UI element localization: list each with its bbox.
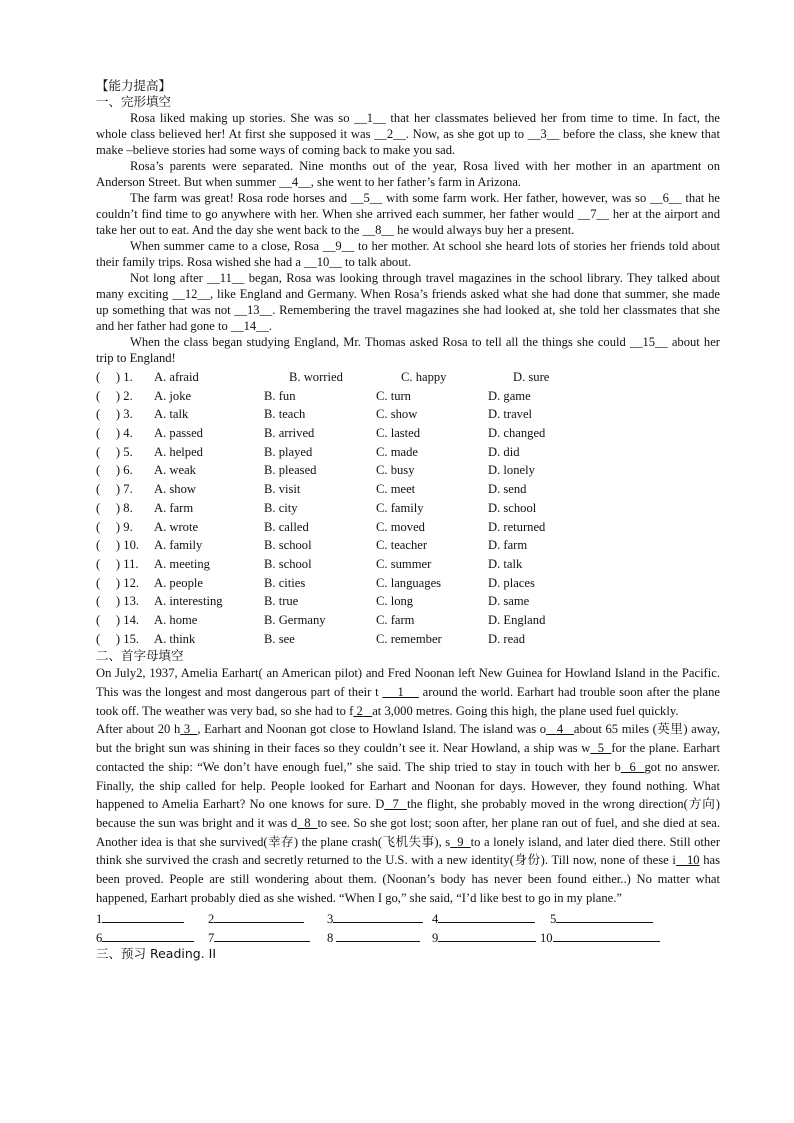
- option-a: A. interesting: [154, 594, 223, 609]
- option-d: D. lonely: [488, 463, 535, 478]
- section-title: 【能力提高】: [96, 78, 172, 93]
- blank-number: 5: [597, 741, 605, 756]
- answer-blank[interactable]: ( ) 3.: [96, 407, 133, 422]
- part3-heading: 三、预习 Reading. II: [96, 946, 217, 962]
- initial-letter-paragraph: On July2, 1937, Amelia Earhart( an American pilot) and Fred Noonan left New Guinea for Howland Island in the Pacific. This was the longest and most dangerous part of their t 1 around the world. Earhart had trouble soon after the plane took off. The weather was very bad, so she had to f 2 at 3,000 metres. Going this high, the plane used fuel quickly.: [96, 666, 720, 718]
- answer-field[interactable]: 1: [96, 909, 208, 928]
- option-d: D. farm: [488, 538, 528, 553]
- option-b: B. called: [264, 519, 309, 534]
- option-a: A. people: [154, 575, 203, 590]
- option-a: A. think: [154, 631, 196, 646]
- answer-blank[interactable]: ( ) 7.: [96, 482, 133, 497]
- option-c: C. show: [376, 407, 418, 422]
- option-a: A. meeting: [154, 556, 210, 571]
- option-b: B. city: [264, 500, 298, 515]
- option-b: B. school: [264, 538, 312, 553]
- answer-blank[interactable]: ( ) 14.: [96, 612, 140, 627]
- option-a: A. helped: [154, 444, 203, 459]
- answer-blank[interactable]: ( ) 1.: [96, 370, 133, 384]
- blank-number: 1: [397, 685, 404, 700]
- question-row: [96, 368, 720, 387]
- answer-field[interactable]: 5: [550, 909, 670, 928]
- option-b: B. fun: [264, 388, 296, 403]
- option-d: D. did: [488, 444, 520, 459]
- option-c: C. languages: [376, 575, 442, 590]
- option-c: C. meet: [376, 482, 416, 497]
- question-row: [96, 630, 720, 649]
- blank-number: 3: [183, 722, 191, 737]
- blank-number: 8: [304, 815, 311, 830]
- option-a: A. wrote: [154, 519, 199, 534]
- question-row: [96, 480, 720, 499]
- option-d: D. same: [488, 594, 530, 609]
- question-row: [96, 536, 720, 555]
- option-d: D. changed: [488, 426, 546, 441]
- answer-row: [96, 928, 720, 947]
- cloze-paragraph: When the class began studying England, Mr. Thomas asked Rosa to tell all the things she could __15__ about her trip to England!: [96, 335, 720, 365]
- cloze-passage: [96, 110, 720, 366]
- option-d: D. places: [488, 575, 535, 590]
- option-d: D. talk: [488, 556, 523, 571]
- answer-blank[interactable]: ( ) 9.: [96, 519, 133, 534]
- option-a: A. home: [154, 612, 198, 627]
- answer-field[interactable]: 3: [327, 909, 432, 928]
- question-row: [96, 443, 720, 462]
- answer-field[interactable]: 10: [540, 928, 665, 947]
- option-a: A. afraid: [154, 370, 199, 384]
- answer-field[interactable]: 6: [96, 928, 208, 947]
- question-row: [96, 592, 720, 611]
- answer-field[interactable]: 4: [432, 909, 550, 928]
- option-c: C. busy: [376, 463, 415, 478]
- option-d: D. read: [488, 631, 526, 646]
- blank-number: 10: [686, 853, 700, 868]
- option-b: B. played: [264, 444, 313, 459]
- option-c: C. summer: [376, 556, 432, 571]
- option-d: D. send: [488, 482, 527, 497]
- option-c: C. moved: [376, 519, 425, 534]
- question-row: [96, 461, 720, 480]
- part1-heading: 一、完形填空: [96, 94, 172, 109]
- option-b: B. arrived: [264, 426, 315, 441]
- question-row: [96, 555, 720, 574]
- blank-number: 4: [556, 722, 564, 737]
- option-c: C. long: [376, 594, 414, 609]
- answer-lines: [96, 909, 720, 946]
- cloze-paragraph: Not long after __11__ began, Rosa was looking through travel magazines in the school library. They talked about many exciting __12__, like England and Germany. When Rosa’s friends asked what she had done that summer, she made up something that was not __13__. Remembering the travel magazines she had looked at, she told her classmates that she and her father had gone to __14__.: [96, 271, 720, 333]
- option-b: B. teach: [264, 407, 306, 422]
- cloze-paragraph: Rosa’s parents were separated. Nine months out of the year, Rosa lived with her mother in an apartment on Anderson Street. But when summer __4__, she went to her father’s farm in Arizona.: [96, 159, 720, 189]
- option-a: A. show: [154, 482, 196, 497]
- answer-blank[interactable]: ( ) 8.: [96, 500, 133, 515]
- blank-number: 7: [392, 797, 399, 812]
- option-b: B. worried: [289, 370, 343, 384]
- answer-blank[interactable]: ( ) 5.: [96, 444, 133, 459]
- option-d: D. returned: [488, 519, 546, 534]
- option-d: D. England: [488, 612, 546, 627]
- option-c: C. lasted: [376, 426, 421, 441]
- question-row: [96, 574, 720, 593]
- answer-field[interactable]: 7: [208, 928, 327, 947]
- option-d: D. sure: [513, 370, 550, 384]
- answer-blank[interactable]: ( ) 13.: [96, 594, 140, 609]
- worksheet-page: [96, 78, 720, 962]
- option-a: A. passed: [154, 426, 203, 441]
- answer-row: [96, 909, 720, 928]
- option-c: C. remember: [376, 631, 442, 646]
- cloze-paragraph: The farm was great! Rosa rode horses and __5__ with some farm work. Her father, however, was so __6__ that he couldn’t find time to go anywhere with her. When she arrived each summer, her father would __7__ her at the airport and take her out to eat. And the day she went back to the __8__ he would always buy her a present.: [96, 191, 720, 237]
- part2-heading: 二、首字母填空: [96, 648, 184, 664]
- cloze-paragraph: Rosa liked making up stories. She was so __1__ that her classmates believed her from time to time. In fact, the whole class believed her! At first she supposed it was __2__. Now, as she got up to __3__ before the class, she knew that make –believe stories had some ways of coming back to make you sad.: [96, 111, 720, 157]
- answer-blank[interactable]: ( ) 2.: [96, 388, 133, 403]
- answer-field[interactable]: 9: [432, 928, 540, 947]
- option-c: C. family: [376, 500, 424, 515]
- option-a: A. weak: [154, 463, 196, 478]
- option-a: A. farm: [154, 500, 194, 515]
- answer-blank[interactable]: ( ) 11.: [96, 556, 139, 571]
- option-c: C. made: [376, 444, 418, 459]
- question-row: [96, 518, 720, 537]
- answer-blank[interactable]: ( ) 15.: [96, 631, 140, 646]
- option-c: C. turn: [376, 388, 411, 403]
- option-b: B. pleased: [264, 463, 317, 478]
- answer-blank[interactable]: ( ) 6.: [96, 463, 133, 478]
- option-b: B. school: [264, 556, 312, 571]
- option-c: C. teacher: [376, 538, 428, 553]
- answer-field[interactable]: 8: [327, 928, 432, 947]
- option-a: A. talk: [154, 407, 189, 422]
- option-b: B. true: [264, 594, 299, 609]
- answer-blank[interactable]: ( ) 10.: [96, 538, 140, 553]
- option-a: A. joke: [154, 388, 192, 403]
- option-c: C. happy: [401, 370, 447, 384]
- question-row: [96, 611, 720, 630]
- option-b: B. visit: [264, 482, 301, 497]
- cloze-options: [96, 368, 720, 648]
- option-c: C. farm: [376, 612, 415, 627]
- cloze-paragraph: When summer came to a close, Rosa __9__ to her mother. At school she heard lots of stories her friends told about their family trips. Rosa wished she had a __10__ to talk about.: [96, 239, 720, 269]
- initial-letter-paragraph: After about 20 h 3 , Earhart and Noonan got close to Howland Island. The island was o 4 about 65 miles (英里) away, but the bright sun was shining in their faces so they couldn’t see it. Near Howland, a ship was w 5 for the plane. Earhart contacted the ship: “We don’t have enough fuel,” she said. The ship tried to stay in touch with her b 6 got no answer. Finally, the ship called for help. People looked for Earhart and Noonan for days. However, they found nothing. What happened to Amelia Earhart? No one knows for sure. D 7 the flight, she probably moved in the wrong direction(方向) because the sun was bright and it was d 8 to see. So she got lost; soon after, her plane ran out of fuel, and she died at sea. Another idea is that she survived(幸存) the plane crash(飞机失事), s 9 to a lonely island, and later died there. Still other think she survived the crash and secretly returned to the U.S. with a new identity(身份). Till now, none of these i 10 has been proved. People are still wondering about them. (Noonan’s body has never been found either..) No matter what happened, Earhart probably died as she wished. “When I go,” she said, “I’d like best to go in my plane.”: [96, 722, 721, 905]
- option-d: D. game: [488, 388, 531, 403]
- question-row: [96, 424, 720, 443]
- blank-number: 9: [457, 834, 464, 849]
- answer-blank[interactable]: ( ) 12.: [96, 575, 140, 590]
- option-b: B. cities: [264, 575, 306, 590]
- question-row: [96, 499, 720, 518]
- answer-blank[interactable]: ( ) 4.: [96, 426, 133, 441]
- option-d: D. school: [488, 500, 537, 515]
- question-row: [96, 387, 720, 406]
- blank-number: 6: [629, 759, 636, 774]
- option-a: A. family: [154, 538, 203, 553]
- option-b: B. see: [264, 631, 295, 646]
- option-d: D. travel: [488, 407, 533, 422]
- answer-field[interactable]: 2: [208, 909, 327, 928]
- option-b: B. Germany: [264, 612, 326, 627]
- question-row: [96, 405, 720, 424]
- blank-number: 2: [356, 703, 363, 718]
